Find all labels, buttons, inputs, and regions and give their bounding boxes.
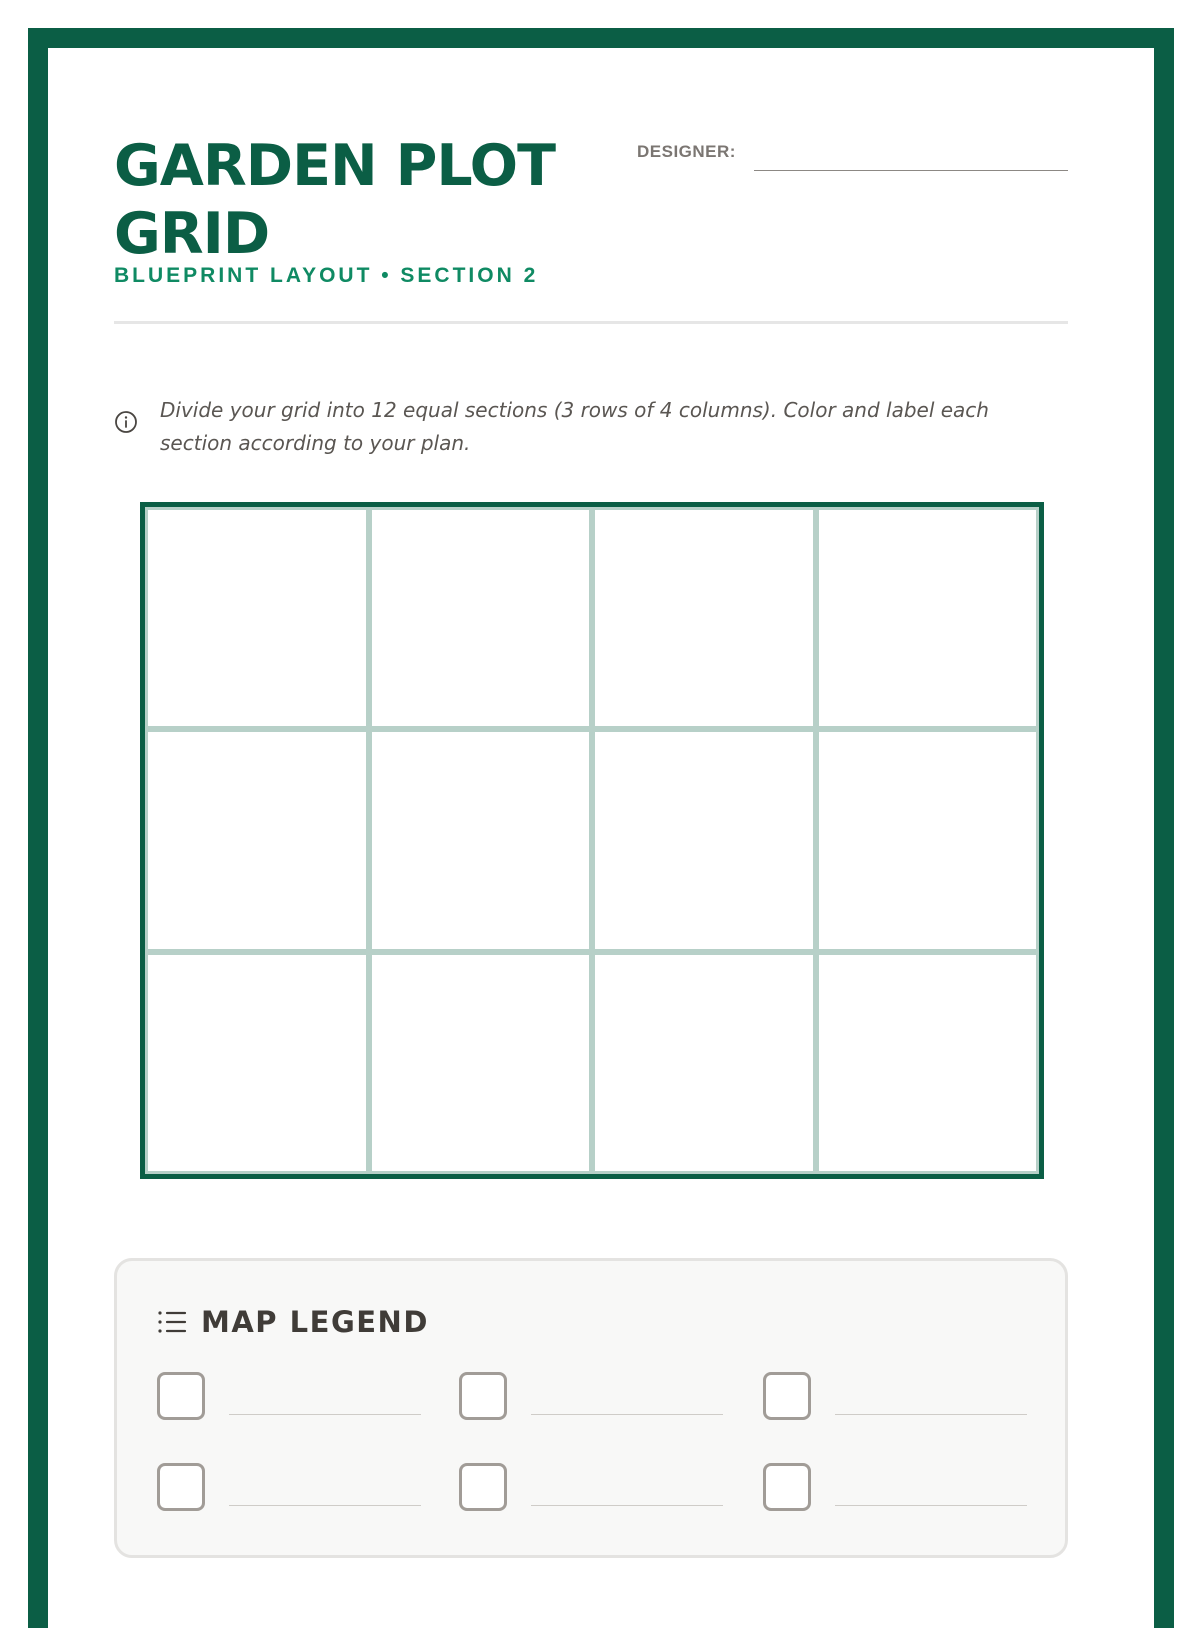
legend-item [157, 1463, 427, 1517]
designer-label: DESIGNER: [637, 142, 736, 161]
grid-cell-r2-c3[interactable] [595, 732, 813, 948]
legend-label-field[interactable] [835, 1414, 1027, 1415]
map-legend [114, 1258, 1068, 1558]
grid-cell-r3-c1[interactable] [148, 955, 366, 1171]
legend-swatch[interactable] [157, 1463, 205, 1511]
grid-cell-r2-c2[interactable] [372, 732, 590, 948]
legend-item [763, 1372, 1033, 1426]
grid-cell-r3-c3[interactable] [595, 955, 813, 1171]
list-icon [157, 1309, 187, 1335]
legend-swatch[interactable] [763, 1372, 811, 1420]
grid-cell-r3-c4[interactable] [819, 955, 1037, 1171]
legend-item [459, 1372, 729, 1426]
legend-item [157, 1372, 427, 1426]
legend-swatch[interactable] [763, 1463, 811, 1511]
legend-item [459, 1463, 729, 1517]
legend-title: MAP LEGEND [201, 1305, 429, 1339]
designer-field[interactable] [754, 152, 1068, 171]
legend-header [157, 1305, 429, 1339]
legend-swatch[interactable] [459, 1463, 507, 1511]
info-icon [114, 410, 138, 434]
header-divider [114, 321, 1068, 324]
legend-swatch[interactable] [459, 1372, 507, 1420]
grid-cell-r3-c2[interactable] [372, 955, 590, 1171]
page-title: GARDEN PLOT GRID [114, 133, 555, 267]
legend-label-field[interactable] [531, 1414, 723, 1415]
legend-label-field[interactable] [531, 1505, 723, 1506]
grid-cell-r2-c1[interactable] [148, 732, 366, 948]
legend-label-field[interactable] [229, 1414, 421, 1415]
legend-label-field[interactable] [229, 1505, 421, 1506]
grid-cell-r1-c2[interactable] [372, 510, 590, 726]
grid-cell-r1-c1[interactable] [148, 510, 366, 726]
worksheet-page [28, 28, 1174, 1628]
plot-grid [140, 502, 1044, 1179]
grid-cell-r1-c3[interactable] [595, 510, 813, 726]
grid-cell-r1-c4[interactable] [819, 510, 1037, 726]
grid-cell-r2-c4[interactable] [819, 732, 1037, 948]
page-subtitle: BLUEPRINT LAYOUT • SECTION 2 [114, 264, 539, 287]
legend-item [763, 1463, 1033, 1517]
plot-grid-cells [148, 510, 1036, 1171]
legend-swatch[interactable] [157, 1372, 205, 1420]
instructions-text: Divide your grid into 12 equal sections (3 rows of 4 columns). Color and label each section according to your plan. [160, 398, 989, 455]
legend-label-field[interactable] [835, 1505, 1027, 1506]
